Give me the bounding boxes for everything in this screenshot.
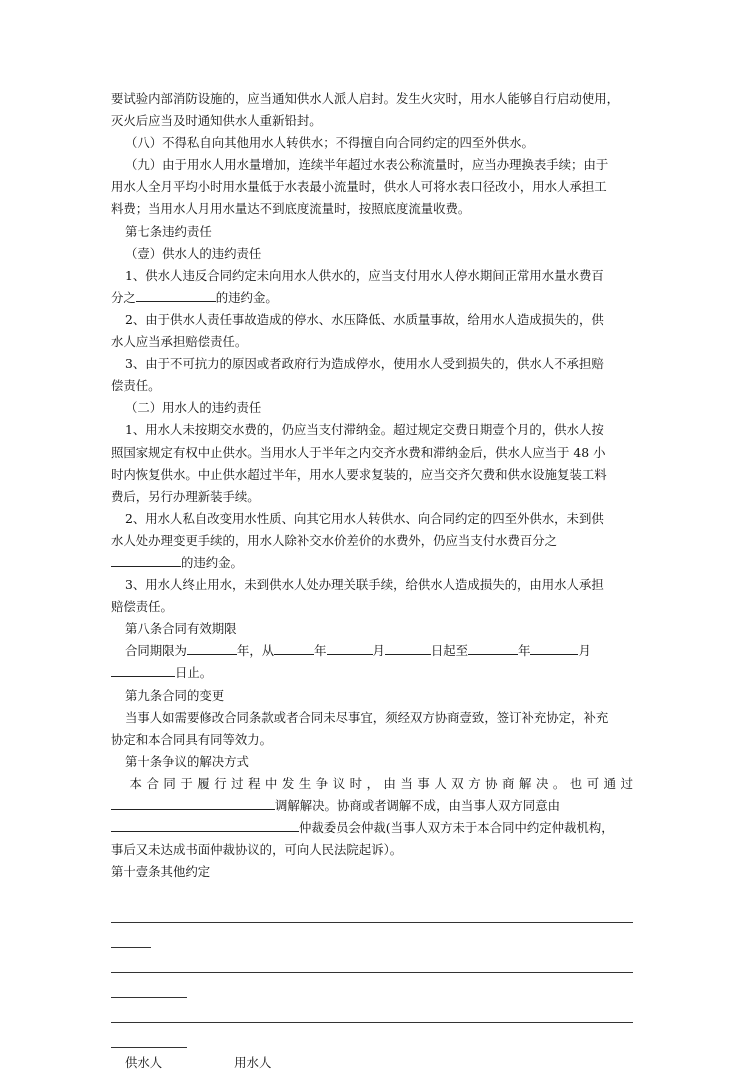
signature-line bbox=[111, 1052, 633, 1074]
text-line: 赔偿责任。 bbox=[111, 599, 173, 615]
blank-field[interactable] bbox=[274, 640, 314, 655]
text-line: 的违约金。 bbox=[111, 552, 633, 574]
clause-9: （九）由于用水人用水量增加，连续半年超过水表公称流量时，应当办理换表手续；由于 bbox=[125, 157, 609, 173]
term-line: 合同期限为 年，从 年 月 日起至 年 月 bbox=[111, 640, 633, 662]
supplier-label: 供水人 bbox=[125, 1055, 163, 1071]
text-line: 协定和本合同具有同等效力。 bbox=[111, 731, 273, 747]
blank-field[interactable] bbox=[468, 640, 518, 655]
text-line: 费后，另行办理新装手续。 bbox=[111, 488, 260, 504]
write-line[interactable] bbox=[111, 1030, 187, 1048]
write-line[interactable] bbox=[111, 955, 633, 973]
text-line: 用水人全月平均小时用水量低于水表最小流量时，供水人可将水表口径改小，用水人承担工 bbox=[111, 179, 607, 195]
section-heading: （壹）供水人的违约责任 bbox=[125, 245, 262, 261]
write-line[interactable] bbox=[111, 980, 187, 998]
text-line: 时内恢复供水。中止供水超过半年，用水人要求复装的，应当交齐欠费和供水设施复装工料 bbox=[111, 466, 607, 482]
text-line: 料费；当用水人月用水量达不到底度流量时，按照底度流量收费。 bbox=[111, 201, 471, 217]
text-line: 3、由于不可抗力的原因或者政府行为造成停水，使用水人受到损失的，供水人不承担赔 bbox=[125, 356, 604, 372]
text-line: 2、由于供水人责任事故造成的停水、水压降低、水质量事故，给用水人造成损失的，供 bbox=[125, 311, 604, 327]
text-line: 偿责任。 bbox=[111, 378, 161, 394]
text-line: 仲裁委员会仲裁(当事人双方未于本合同中约定仲裁机构， bbox=[111, 817, 633, 839]
article-9-heading: 第九条合同的变更 bbox=[125, 687, 225, 703]
blank-field[interactable] bbox=[187, 640, 237, 655]
blank-field[interactable] bbox=[530, 640, 578, 655]
blank-line bbox=[111, 883, 633, 905]
blank-field[interactable] bbox=[327, 640, 373, 655]
blank-field[interactable] bbox=[111, 662, 175, 677]
section-heading: （二）用水人的违约责任 bbox=[125, 400, 262, 416]
text-line: 2、用水人私自改变用水性质、向其它用水人转供水、向合同约定的四至外供水，未到供 bbox=[125, 510, 604, 526]
text-line: 调解解决。协商或者调解不成，由当事人双方同意由 bbox=[111, 795, 633, 817]
text-line: 1、用水人未按期交水费的，仍应当支付滞纳金。超过规定交费日期壹个月的，供水人按 bbox=[125, 422, 604, 438]
article-7-heading: 第七条违约责任 bbox=[125, 223, 212, 239]
article-8-heading: 第八条合同有效期限 bbox=[125, 621, 237, 637]
text-line: 分之 的违约金。 bbox=[111, 287, 633, 309]
write-line[interactable] bbox=[111, 930, 151, 948]
blank-field[interactable] bbox=[136, 287, 216, 302]
clause-8: （八）不得私自向其他用水人转供水；不得擅自向合同约定的四至外供水。 bbox=[125, 135, 534, 151]
blank-field[interactable] bbox=[111, 817, 299, 832]
article-10-heading: 第十条争议的解决方式 bbox=[125, 753, 249, 769]
contract-body bbox=[111, 88, 633, 1075]
text-line: 要试验内部消防设施的，应当通知供水人派人启封。发生火灾时，用水人能够自行启动使用， bbox=[111, 91, 620, 106]
text-line: 日止。 bbox=[111, 662, 633, 684]
text-line: 3、用水人终止用水，未到供水人处办理关联手续，给供水人造成损失的，由用水人承担 bbox=[125, 577, 604, 593]
text-line: 当事人如需要修改合同条款或者合同未尽事宜，须经双方协商壹致，签订补充协定，补充 bbox=[125, 709, 609, 725]
text-line: 灭火后应当及时通知供水人重新铅封。 bbox=[111, 113, 322, 129]
text-line: 本合同于履行过程中发生争议时，由当事人双方协商解决。也可通过 bbox=[125, 775, 633, 791]
text-line: 水人处办理变更手续的，用水人除补交水价差价的水费外，仍应当支付水费百分之 bbox=[111, 532, 558, 548]
text-line: 事后又未达成书面仲裁协议的，可向人民法院起诉）。 bbox=[111, 842, 403, 858]
user-label: 用水人 bbox=[234, 1055, 272, 1071]
blank-field[interactable] bbox=[385, 640, 431, 655]
blank-field[interactable] bbox=[111, 795, 275, 810]
text-line: 照国家规定有权中止供水。当用水人于半年之内交齐水费和滞纳金后，供水人应当于 48 小 bbox=[111, 444, 606, 460]
text-line: 1、供水人违反合同约定未向用水人供水的，应当支付用水人停水期间正常用水量水费百 bbox=[125, 267, 604, 283]
article-11-heading: 第十壹条其他约定 bbox=[111, 864, 211, 880]
blank-field[interactable] bbox=[111, 552, 181, 567]
write-line[interactable] bbox=[111, 905, 633, 923]
write-line[interactable] bbox=[111, 1005, 633, 1023]
text-line: 水人应当承担赔偿责任。 bbox=[111, 334, 248, 350]
